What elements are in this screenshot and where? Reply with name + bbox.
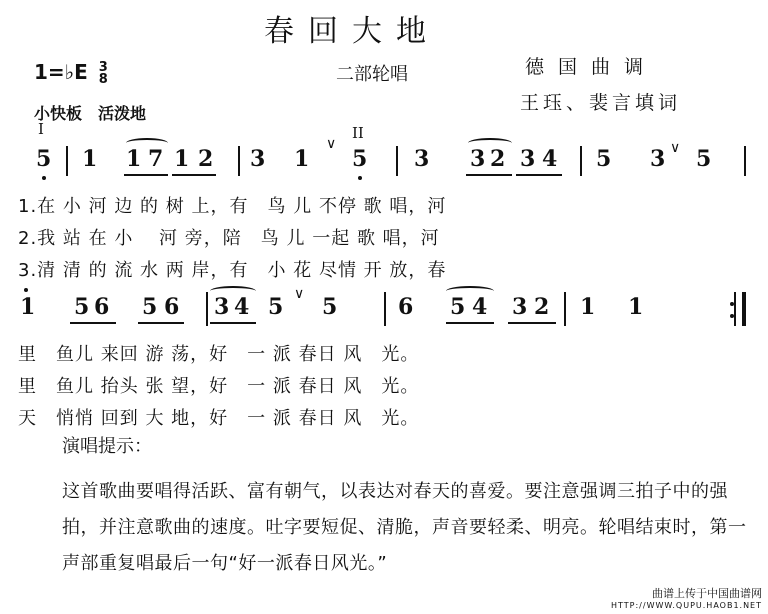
beam-underline: [124, 174, 168, 176]
note-11: 3: [470, 146, 486, 172]
note-27: 6: [398, 294, 414, 320]
breath-mark-icon: ∨: [670, 140, 681, 156]
key-text: 1=♭E: [34, 60, 88, 84]
note-12: 2: [490, 146, 506, 172]
note-24: 4: [234, 294, 250, 320]
note-25: 5: [268, 294, 284, 320]
note-10: 3: [414, 146, 430, 172]
note-20: 6: [94, 294, 110, 320]
lyric-verse-1-line-2: 里 鱼儿 来回 游 荡，好 一 派 春日 风 光。: [18, 344, 420, 365]
breath-mark-icon: ∨: [294, 286, 305, 302]
barline: [734, 292, 736, 326]
note-16: 3: [650, 146, 666, 172]
beam-underline: [446, 322, 494, 324]
note-28: 5: [450, 294, 466, 320]
note-4: 7: [148, 146, 164, 172]
performance-hints-body: 这首歌曲要唱得活跃、富有朝气，以表达对春天的喜爱。要注意强调三拍子中的强拍，并注意歌曲的速度。吐字要短促、清脆，声音要轻柔、明亮。轮唱结束时，第一声部重复唱最后一句“好一派春日风光。”: [62, 481, 747, 574]
note-23: 3: [214, 294, 230, 320]
barline: [384, 292, 386, 326]
lyric-verse-2-line-1: 2.我 站 在 小 河 旁，陪 鸟 儿 一起 歌 唱，河: [18, 228, 440, 249]
note-21: 5: [142, 294, 158, 320]
note-9: 5: [352, 146, 368, 172]
note-19: 5: [74, 294, 90, 320]
note-2: 1: [82, 146, 98, 172]
note-1: 5: [36, 146, 52, 172]
lyric-verse-2-line-2: 里 鱼儿 抬头 张 望，好 一 派 春日 风 光。: [18, 376, 420, 397]
note-13: 3: [520, 146, 536, 172]
breath-mark-icon: ∨: [326, 136, 337, 152]
lyric-verse-3-line-2: 天 悄悄 回到 大 地，好 一 派 春日 风 光。: [18, 408, 420, 429]
note-14: 4: [542, 146, 558, 172]
note-22: 6: [164, 294, 180, 320]
footer-url: HTTP://WWW.QUPU.HAOB1.NET: [611, 601, 762, 610]
slur-mark: [468, 138, 512, 148]
form-label: 二部轮唱: [336, 64, 408, 85]
barline: [396, 146, 398, 176]
note-6: 2: [198, 146, 214, 172]
note-32: 1: [580, 294, 596, 320]
time-top: 3: [98, 59, 108, 75]
barline: [66, 146, 68, 176]
beam-underline: [70, 322, 116, 324]
barline: [238, 146, 240, 176]
beam-underline: [508, 322, 556, 324]
note-33: 1: [628, 294, 644, 320]
note-31: 2: [534, 294, 550, 320]
note-5: 1: [174, 146, 190, 172]
beam-underline: [138, 322, 184, 324]
repeat-dot: [730, 302, 734, 306]
note-3: 1: [126, 146, 142, 172]
note-29: 4: [472, 294, 488, 320]
site-footer: [611, 585, 762, 610]
note-30: 3: [512, 294, 528, 320]
note-15: 5: [596, 146, 612, 172]
barline: [206, 292, 208, 326]
key-signature: [34, 60, 108, 86]
barline: [744, 146, 746, 176]
time-signature: [98, 59, 108, 87]
lyrics-credit: 王珏、裴言填词: [520, 92, 682, 114]
slur-mark: [446, 286, 494, 296]
lyric-verse-3-line-1: 3.清 清 的 流 水 两 岸，有 小 花 尽情 开 放，春: [18, 260, 447, 281]
lyric-verse-1-line-1: 1.在 小 河 边 的 树 上，有 鸟 儿 不停 歌 唱，河: [18, 196, 447, 217]
song-title: 春回大地: [264, 14, 440, 49]
beam-underline: [516, 174, 562, 176]
note-7: 3: [250, 146, 266, 172]
note-18: 1: [20, 294, 36, 320]
slur-mark: [126, 138, 168, 148]
note-26: 5: [322, 294, 338, 320]
note-8: 1: [294, 146, 310, 172]
beam-underline: [172, 174, 216, 176]
music-credit: 德国曲调: [525, 56, 658, 78]
time-bottom: 8: [98, 71, 108, 87]
part-two-mark: II: [352, 124, 364, 142]
barline: [564, 292, 566, 326]
beam-underline: [466, 174, 512, 176]
note-17: 5: [696, 146, 712, 172]
barline: [580, 146, 582, 176]
repeat-dot: [730, 314, 734, 318]
low-octave-dot: [358, 176, 362, 180]
high-octave-dot: [24, 288, 28, 292]
footer-upload-text: 曲谱上传于中国曲谱网: [652, 587, 762, 600]
part-one-mark: I: [38, 120, 44, 138]
beam-underline: [210, 322, 256, 324]
performance-hints-title: 演唱提示：: [62, 436, 152, 457]
tempo-marking: 小快板 活泼地: [34, 104, 147, 123]
low-octave-dot: [42, 176, 46, 180]
final-barline: [742, 292, 746, 326]
slur-mark: [210, 286, 256, 296]
